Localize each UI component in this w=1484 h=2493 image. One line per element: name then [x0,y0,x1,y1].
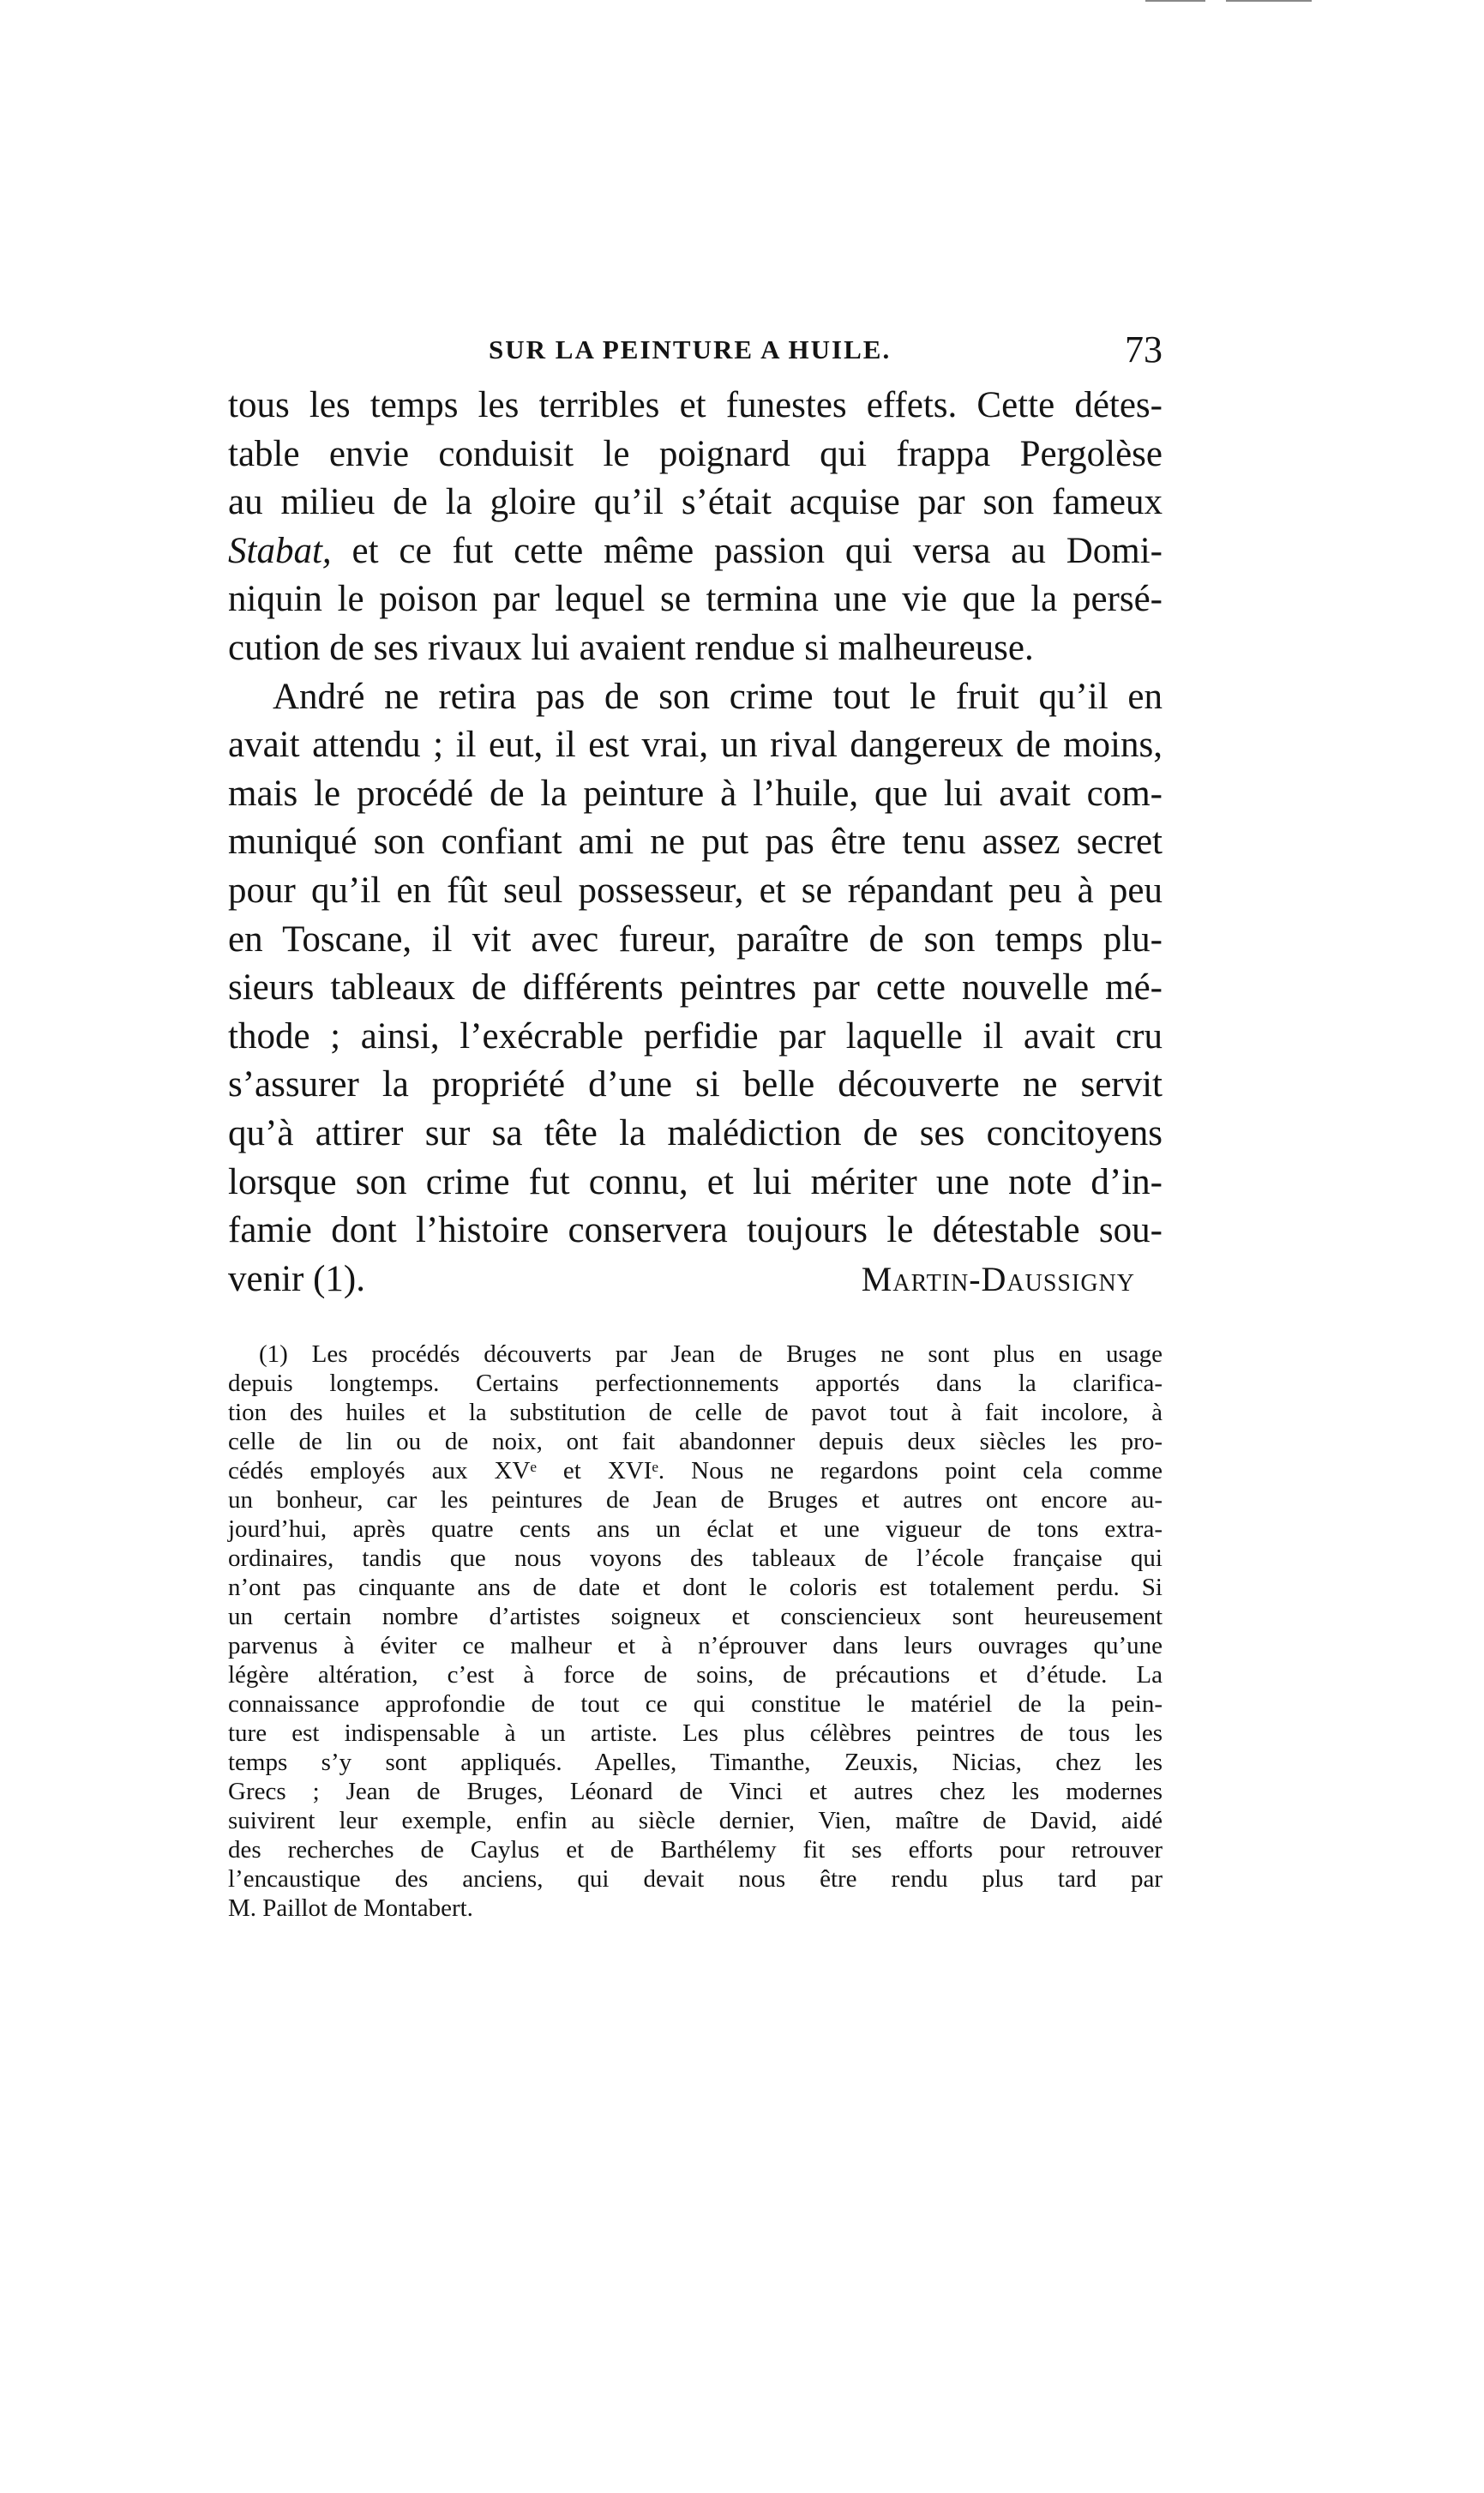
footnote-line: cédés employés aux XVᵉ et XVIᵉ. Nous ne regardons point cela comme [228,1457,1163,1484]
text-line-rest: et ce fut cette même passion qui versa au Domi- [351,530,1163,571]
text-line: s’assurer la propriété d’une si belle découverte ne servit [228,1064,1163,1105]
text-line-end: venir (1). [228,1258,365,1299]
text-line: table envie conduisit le poignard qui frappa Pergolèse [228,433,1163,474]
top-edge-rule [1145,0,1205,2]
footnote-line: ture est indispensable à un artiste. Les plus célèbres peintres de tous les [228,1719,1163,1747]
page-number: 73 [1125,328,1163,370]
text-line: niquin le poison par lequel se termina une vie que la persé- [228,579,1163,620]
text-line: qu’à attirer sur sa tête la malédiction de ses concitoyens [228,1112,1163,1153]
text-line: André ne retira pas de son crime tout le fruit qu’il en [273,676,1163,717]
text-line: lorsque son crime fut connu, et lui mériter une note d’in- [228,1161,1163,1202]
text-line: muniqué son confiant ami ne put pas être tenu assez secret [228,822,1163,863]
footnote-line: des recherches de Caylus et de Barthélemy fit ses efforts pour retrouver [228,1836,1163,1864]
footnote-line: connaissance approfondie de tout ce qui constitue le matériel de la pein- [228,1690,1163,1718]
text-line: cution de ses rivaux lui avaient rendue si malheureuse. [228,627,1034,668]
footnote-line: tion des huiles et la substitution de celle de pavot tout à fait incolore, à [228,1399,1163,1426]
text-line: avait attendu ; il eut, il est vrai, un rival dangereux de moins, [228,725,1163,766]
footnote-line: suivirent leur exemple, enfin au siècle dernier, Vien, maître de David, aidé [228,1807,1163,1834]
footnote-line: un certain nombre d’artistes soigneux et consciencieux sont heureusement [228,1603,1163,1630]
footnote-line: M. Paillot de Montabert. [228,1894,473,1922]
text-line [228,527,1163,576]
footnote-line: l’encaustique des anciens, qui devait nous être rendu plus tard par [228,1865,1163,1893]
text-line: au milieu de la gloire qu’il s’était acquise par son fameux [228,482,1163,523]
text-line-final [228,1256,1163,1304]
text-line: mais le procédé de la peinture à l’huile, que lui avait com- [228,773,1163,814]
footnote-line: légère altération, c’est à force de soins, de précautions et d’étude. La [228,1661,1163,1689]
text-line: en Toscane, il vit avec fureur, paraître de son temps plu- [228,918,1163,960]
text-line: pour qu’il en fût seul possesseur, et se répandant peu à peu [228,870,1163,911]
footnote [228,1340,1163,1923]
text-line: sieurs tableaux de différents peintres par cette nouvelle mé- [228,967,1163,1009]
footnote-line: parvenus à éviter ce malheur et à n’éprouver dans leurs ouvrages qu’une [228,1632,1163,1659]
footnote-line: n’ont pas cinquante ans de date et dont le coloris est totalement perdu. Si [228,1574,1163,1601]
italic-title: Stabat, [228,530,332,571]
text-line: famie dont l’histoire conservera toujours le détestable sou- [228,1210,1163,1251]
footnote-line: temps s’y sont appliqués. Apelles, Timanthe, Zeuxis, Nicias, chez les [228,1749,1163,1776]
running-head [228,328,1163,379]
running-title: SUR LA PEINTURE A HUILE. [489,334,892,364]
footnote-line: ordinaires, tandis que nous voyons des tableaux de l’école française qui [228,1545,1163,1572]
footnote-line: (1) Les procédés découverts par Jean de Bruges ne sont plus en usage [259,1340,1163,1368]
text-line: thode ; ainsi, l’exécrable perfidie par laquelle il avait cru [228,1015,1163,1057]
footnote-line: depuis longtemps. Certains perfectionnements apportés dans la clarifica- [228,1370,1163,1397]
main-text [228,382,1163,1304]
footnote-line: un bonheur, car les peintures de Jean de Bruges et autres ont encore au- [228,1486,1163,1514]
top-edge-rule [1226,0,1312,2]
footnote-line: celle de lin ou de noix, ont fait abandonner depuis deux siècles les pro- [228,1428,1163,1455]
footnote-line: Grecs ; Jean de Bruges, Léonard de Vinci et autres chez les modernes [228,1778,1163,1805]
author-signature: Martin-Daussigny [861,1259,1135,1298]
footnote-line: jourd’hui, après quatre cents ans un éclat et une vigueur de tons extra- [228,1515,1163,1543]
text-line: tous les temps les terribles et funestes effets. Cette détes- [228,385,1163,425]
